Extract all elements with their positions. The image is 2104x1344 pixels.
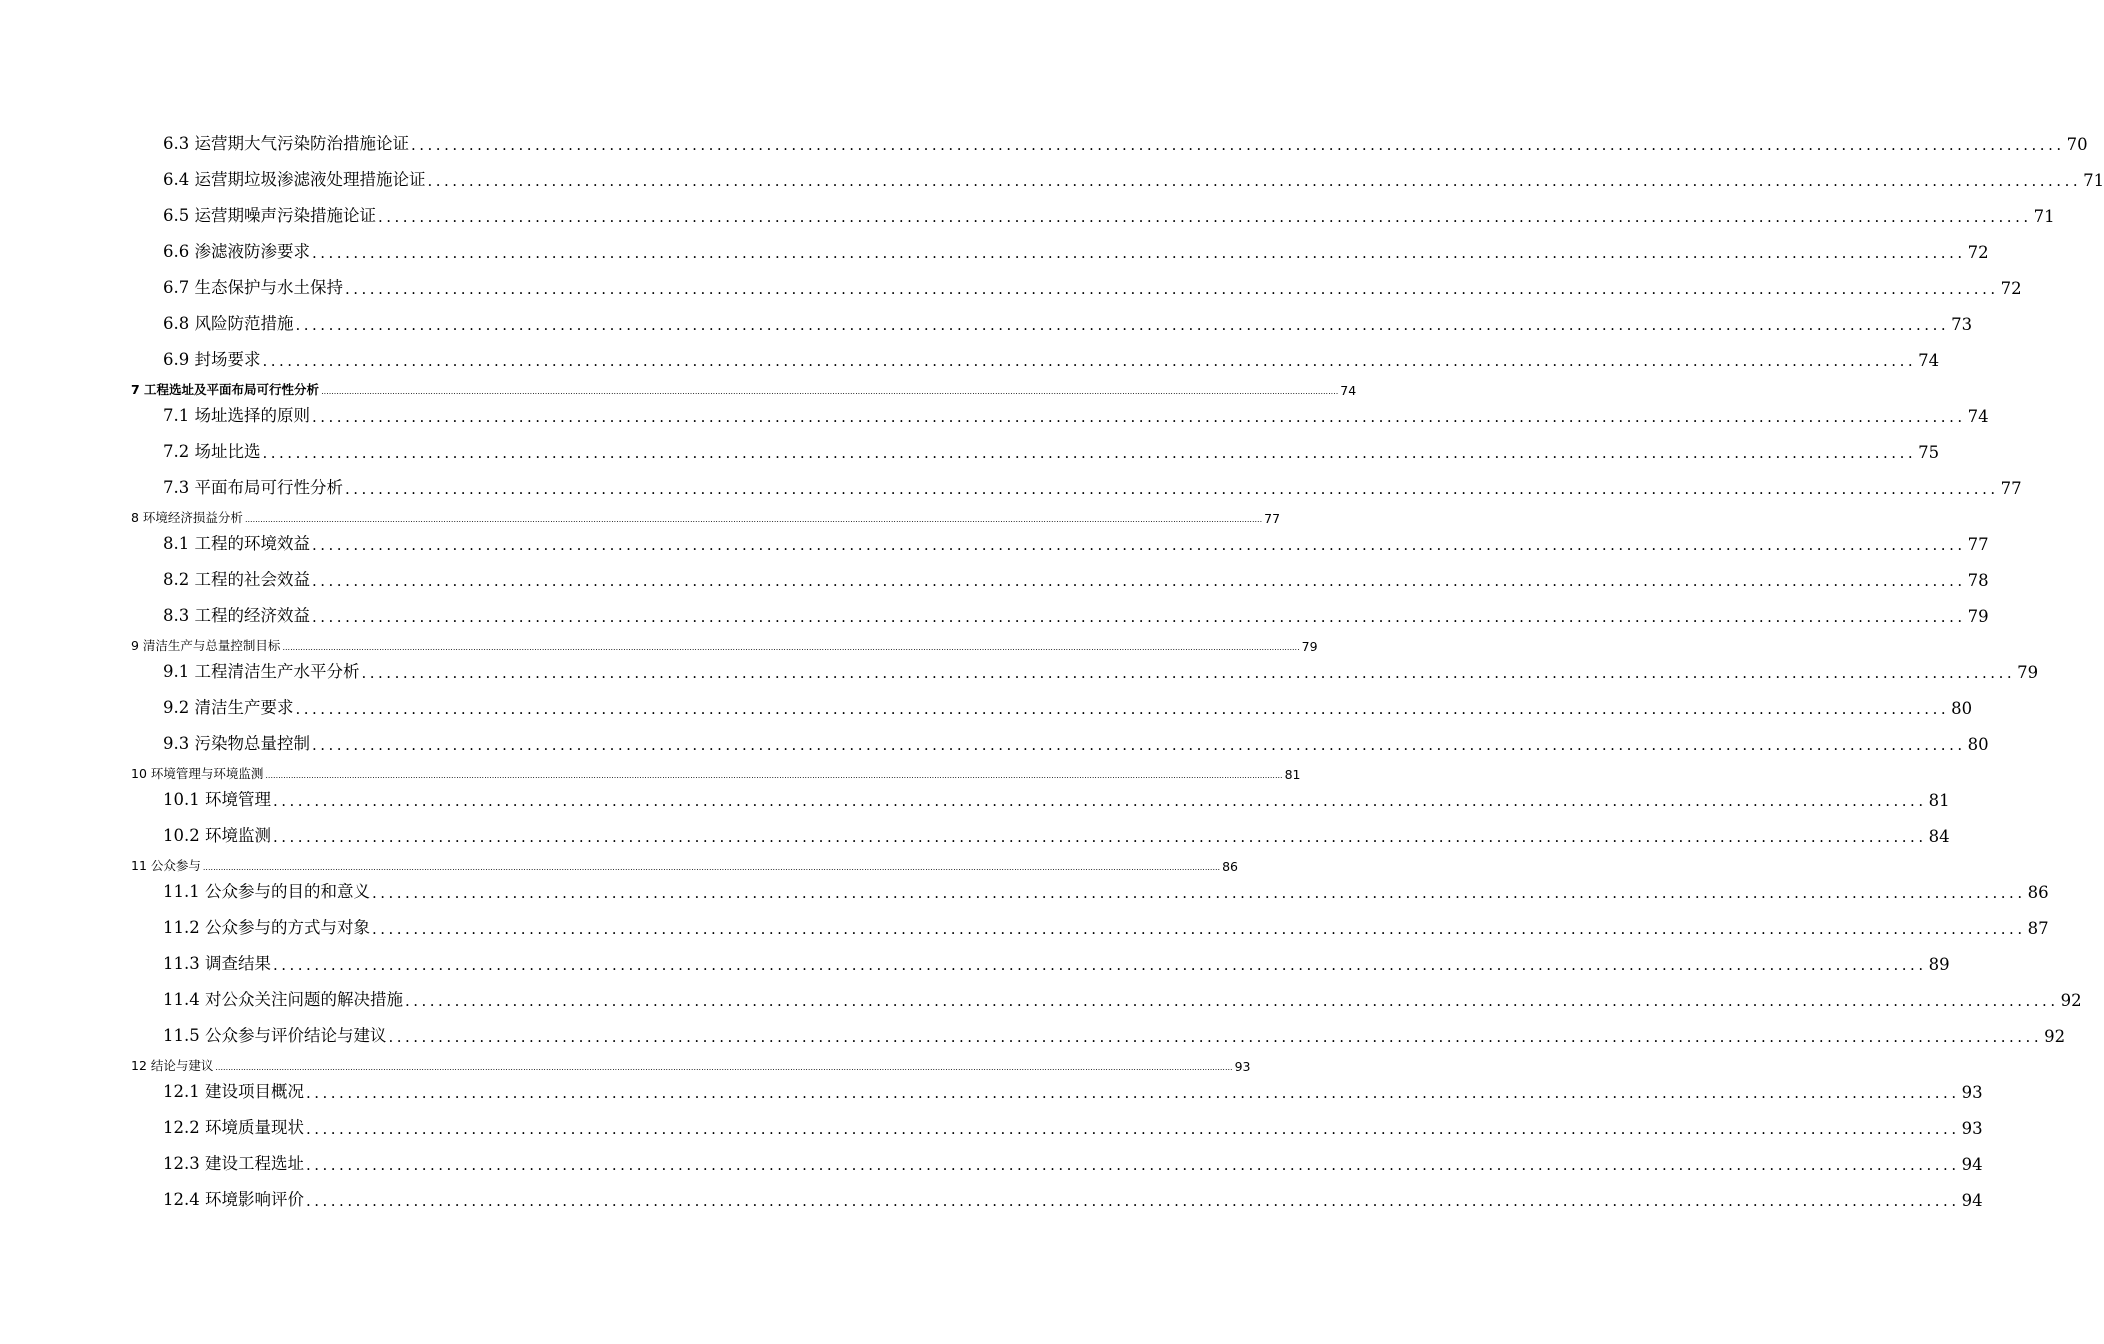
toc-entry-title: 12.4 环境影响评价: [163, 1190, 304, 1209]
toc-page-number: 81: [1928, 791, 1950, 810]
toc-entry-title: 12.2 环境质量现状: [163, 1118, 304, 1137]
toc-entry-title: 10.2 环境监测: [163, 826, 271, 845]
toc-dot-leader: ........................................................................................................................................................................................................: [427, 172, 2082, 190]
toc-entry-title: 8.1 工程的环境效益: [163, 534, 310, 553]
toc-dot-leader: ........................................................................................................................................................................................................: [388, 1028, 2043, 1046]
toc-section-entry[interactable]: [163, 130, 2088, 154]
toc-dot-leader: ........................................................................................................................................................................................................: [312, 244, 1966, 262]
toc-chapter-entry[interactable]: [131, 508, 1281, 526]
toc-section-entry[interactable]: [163, 950, 1950, 974]
toc-page-number: 74: [1918, 351, 1940, 370]
toc-page-number: 81: [1284, 767, 1301, 782]
toc-dot-leader: ........................................................................................................................................................................................................: [312, 608, 1966, 626]
toc-dot-leader: ................................................................................................................................................................................................................................................................................................................................................................................................................: [282, 643, 1300, 652]
toc-entry-title: 11.4 对公众关注问题的解决措施: [163, 990, 403, 1009]
toc-entry-title: 10 环境管理与环境监测: [131, 766, 264, 781]
toc-page-number: 94: [1961, 1191, 1983, 1210]
toc-dot-leader: ................................................................................................................................................................................................................................................................................................................................................................................................................: [265, 771, 1283, 780]
toc-dot-leader: ........................................................................................................................................................................................................: [262, 444, 1917, 462]
toc-dot-leader: ........................................................................................................................................................................................................: [305, 1192, 1960, 1210]
toc-section-entry[interactable]: [163, 166, 2104, 190]
toc-page-number: 92: [2044, 1027, 2066, 1046]
toc-section-entry[interactable]: [163, 274, 2022, 298]
toc-entry-title: 10.1 环境管理: [163, 790, 271, 809]
toc-page-number: 89: [1928, 955, 1950, 974]
toc-entry-title: 6.8 风险防范措施: [163, 314, 294, 333]
toc-dot-leader: ........................................................................................................................................................................................................: [262, 352, 1917, 370]
toc-dot-leader: ........................................................................................................................................................................................................: [411, 136, 2065, 154]
toc-entry-title: 11.3 调查结果: [163, 954, 271, 973]
toc-section-entry[interactable]: [163, 1150, 1983, 1174]
toc-entry-title: 7.2 场址比选: [163, 442, 261, 461]
toc-page-number: 78: [1967, 571, 1989, 590]
toc-dot-leader: ........................................................................................................................................................................................................: [361, 664, 2016, 682]
toc-section-entry[interactable]: [163, 730, 1989, 754]
toc-entry-title: 11.1 公众参与的目的和意义: [163, 882, 370, 901]
toc-dot-leader: ........................................................................................................................................................................................................: [295, 700, 1950, 718]
toc-section-entry[interactable]: [163, 878, 2049, 902]
toc-page-number: 71: [2033, 207, 2055, 226]
toc-chapter-entry[interactable]: [131, 636, 1318, 654]
toc-page-number: 86: [1222, 859, 1238, 874]
toc-section-entry[interactable]: [163, 238, 1989, 262]
toc-entry-title: 11 公众参与: [131, 858, 201, 873]
toc-section-entry[interactable]: [163, 310, 1973, 334]
toc-dot-leader: ........................................................................................................................................................................................................: [312, 536, 1966, 554]
toc-section-entry[interactable]: [163, 602, 1989, 626]
toc-chapter-entry[interactable]: [131, 764, 1301, 782]
toc-page-number: 80: [1951, 699, 1973, 718]
toc-entry-title: 6.6 渗滤液防渗要求: [163, 242, 310, 261]
toc-dot-leader: ........................................................................................................................................................................................................: [305, 1156, 1960, 1174]
toc-dot-leader: ................................................................................................................................................................................................................................................................................................................................................................................................................: [202, 863, 1221, 872]
toc-section-entry[interactable]: [163, 658, 2039, 682]
toc-section-entry[interactable]: [163, 566, 1989, 590]
toc-dot-leader: ........................................................................................................................................................................................................: [272, 956, 1927, 974]
toc-dot-leader: ........................................................................................................................................................................................................: [378, 208, 2032, 226]
toc-entry-title: 9.1 工程清洁生产水平分析: [163, 662, 360, 681]
toc-page-number: 92: [2060, 991, 2082, 1010]
toc-dot-leader: ................................................................................................................................................................................................................................................................................................................................................................................................................: [321, 387, 1339, 396]
toc-dot-leader: ........................................................................................................................................................................................................: [371, 920, 2026, 938]
toc-page-number: 87: [2027, 919, 2049, 938]
toc-entry-title: 6.7 生态保护与水土保持: [163, 278, 343, 297]
toc-page-number: 94: [1961, 1155, 1983, 1174]
toc-page-number: 74: [1967, 407, 1989, 426]
toc-page-number: 71: [2083, 171, 2104, 190]
toc-page-number: 72: [1967, 243, 1989, 262]
toc-entry-title: 8.3 工程的经济效益: [163, 606, 310, 625]
toc-page-number: 73: [1951, 315, 1973, 334]
toc-chapter-entry[interactable]: [131, 856, 1238, 874]
toc-entry-title: 7.1 场址选择的原则: [163, 406, 310, 425]
toc-section-entry[interactable]: [163, 786, 1950, 810]
toc-section-entry[interactable]: [163, 402, 1989, 426]
toc-dot-leader: ........................................................................................................................................................................................................: [345, 280, 1999, 298]
toc-dot-leader: ........................................................................................................................................................................................................: [312, 408, 1966, 426]
toc-page-number: 70: [2066, 135, 2088, 154]
toc-page-number: 75: [1918, 443, 1940, 462]
toc-page-number: 86: [2027, 883, 2049, 902]
toc-entry-title: 9.2 清洁生产要求: [163, 698, 294, 717]
toc-entry-title: 6.3 运营期大气污染防治措施论证: [163, 134, 409, 153]
toc-chapter-entry[interactable]: [131, 380, 1357, 398]
toc-dot-leader: ................................................................................................................................................................................................................................................................................................................................................................................................................: [244, 515, 1263, 524]
toc-section-entry[interactable]: [163, 986, 2082, 1010]
toc-entry-title: 8 环境经济损益分析: [131, 510, 243, 525]
toc-entry-title: 12.3 建设工程选址: [163, 1154, 304, 1173]
toc-page-number: 77: [2000, 479, 2022, 498]
toc-dot-leader: ........................................................................................................................................................................................................: [305, 1084, 1960, 1102]
toc-section-entry[interactable]: [163, 1022, 2066, 1046]
toc-page-number: 79: [1967, 607, 1989, 626]
toc-dot-leader: ........................................................................................................................................................................................................: [312, 572, 1966, 590]
toc-dot-leader: ........................................................................................................................................................................................................: [345, 480, 1999, 498]
toc-entry-title: 7 工程选址及平面布局可行性分析: [131, 382, 320, 397]
toc-page-number: 77: [1967, 535, 1989, 554]
toc-page-number: 93: [1961, 1083, 1983, 1102]
toc-entry-title: 9 清洁生产与总量控制目标: [131, 638, 281, 653]
toc-entry-title: 6.5 运营期噪声污染措施论证: [163, 206, 376, 225]
toc-section-entry[interactable]: [163, 530, 1989, 554]
toc-section-entry[interactable]: [163, 474, 2022, 498]
toc-section-entry[interactable]: [163, 1114, 1983, 1138]
toc-dot-leader: ................................................................................................................................................................................................................................................................................................................................................................................................................: [215, 1063, 1233, 1072]
toc-entry-title: 9.3 污染物总量控制: [163, 734, 310, 753]
toc-dot-leader: ........................................................................................................................................................................................................: [371, 884, 2026, 902]
toc-entry-title: 12.1 建设项目概况: [163, 1082, 304, 1101]
toc-dot-leader: ........................................................................................................................................................................................................: [272, 792, 1927, 810]
toc-dot-leader: ........................................................................................................................................................................................................: [272, 828, 1927, 846]
toc-page-number: 84: [1928, 827, 1950, 846]
toc-page-number: 79: [1301, 639, 1318, 654]
toc-section-entry[interactable]: [163, 202, 2055, 226]
toc-dot-leader: ........................................................................................................................................................................................................: [404, 992, 2059, 1010]
toc-page-number: 72: [2000, 279, 2022, 298]
toc-section-entry[interactable]: [163, 914, 2049, 938]
toc-entry-title: 11.5 公众参与评价结论与建议: [163, 1026, 387, 1045]
toc-section-entry[interactable]: [163, 694, 1973, 718]
toc-chapter-entry[interactable]: [131, 1056, 1251, 1074]
toc-dot-leader: ........................................................................................................................................................................................................: [312, 736, 1966, 754]
toc-page-number: 74: [1340, 383, 1357, 398]
toc-dot-leader: ........................................................................................................................................................................................................: [305, 1120, 1960, 1138]
toc-entry-title: 8.2 工程的社会效益: [163, 570, 310, 589]
toc-page-number: 93: [1234, 1059, 1251, 1074]
toc-section-entry[interactable]: [163, 1186, 1983, 1210]
toc-page-number: 80: [1967, 735, 1989, 754]
toc-entry-title: 6.4 运营期垃圾渗滤液处理措施论证: [163, 170, 426, 189]
toc-entry-title: 12 结论与建议: [131, 1058, 214, 1073]
toc-section-entry[interactable]: [163, 1078, 1983, 1102]
toc-section-entry[interactable]: [163, 438, 1940, 462]
toc-entry-title: 11.2 公众参与的方式与对象: [163, 918, 370, 937]
toc-section-entry[interactable]: [163, 346, 1940, 370]
toc-page-number: 77: [1264, 511, 1281, 526]
toc-entry-title: 7.3 平面布局可行性分析: [163, 478, 343, 497]
toc-entry-title: 6.9 封场要求: [163, 350, 261, 369]
toc-section-entry[interactable]: [163, 822, 1950, 846]
toc-dot-leader: ........................................................................................................................................................................................................: [295, 316, 1950, 334]
toc-page-number: 79: [2017, 663, 2039, 682]
toc-page-number: 93: [1961, 1119, 1983, 1138]
